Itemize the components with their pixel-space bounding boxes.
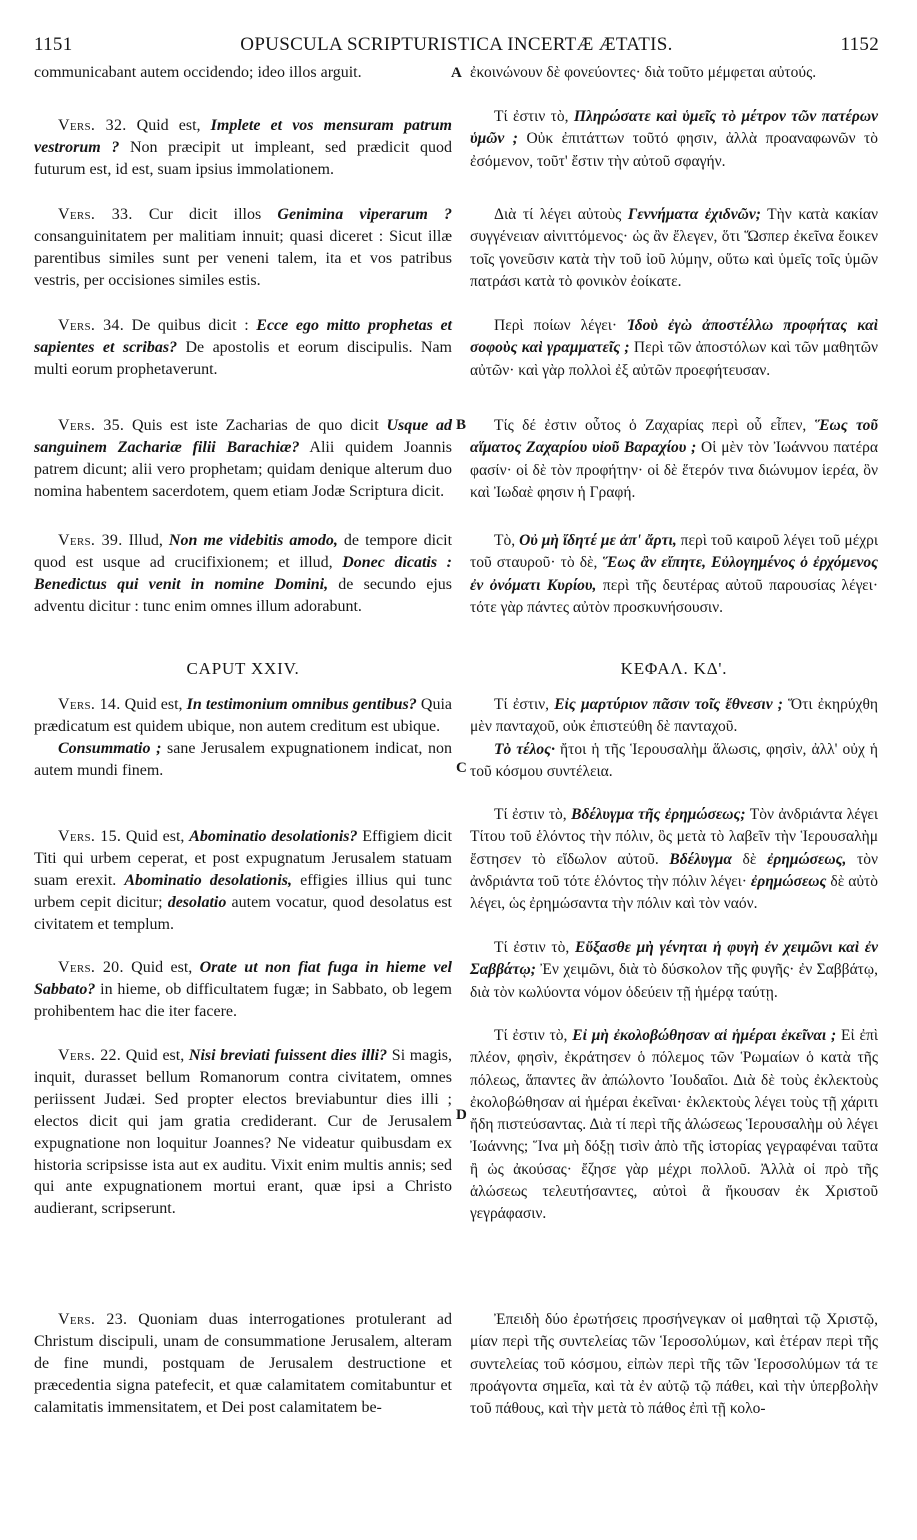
greek-verse-20 (470, 937, 878, 1004)
text: ἤτοι ἡ τῆς Ἱερουσαλὴμ ἅλωσις, φησὶν, ἀλλ' οὐχ ἡ τοῦ κόσμου συντέλεια. (470, 740, 879, 780)
greek-verse-14 (470, 694, 878, 783)
latin-verse-23 (34, 1309, 452, 1419)
scripture-quote: desolatio (167, 893, 227, 911)
greek-verse-32 (470, 106, 878, 173)
text: Quid est, (131, 959, 200, 976)
text: τὸν ἀνδριάντα τοῦ τότε ἑλόντος τὴν πόλιν λέγει· (470, 850, 878, 890)
scripture-quote: Οὐ μὴ ἴδητέ με ἀπ' ἄρτι, (519, 532, 677, 549)
page-number-left: 1151 (34, 34, 73, 55)
scripture-quote: ἐρημώσεως (750, 872, 827, 890)
scripture-quote: Βδέλυγμα τῆς ἐρημώσεως; (571, 806, 746, 823)
text: Quid est, (125, 828, 190, 845)
text: Τί ἐστιν τὸ, (494, 108, 574, 125)
scripture-quote: Abominatio desolationis, (124, 871, 293, 889)
scripture-quote: Ἕως τοῦ αἵματος Ζαχαρίου υἱοῦ Βαραχίου ; (470, 417, 879, 457)
scripture-quote: Orate ut non fiat fuga in hieme vel Sabbato? (34, 959, 452, 998)
scripture-quote: Εὔξασθε μὴ γένηται ἡ φυγὴ ἐν χειμῶνι καὶ ἐν Σαββάτῳ; (470, 939, 878, 979)
text: de tempore dicit quod est usque ad crucifixionem; et illud, (34, 532, 453, 571)
text: Διὰ τί λέγει αὐτοὺς (494, 206, 628, 223)
text: Ἐν χειμῶνι, διὰ τὸ δύσκολον τῆς φυγῆς· ἐν Σαββάτῳ, διὰ τὸν κωλύοντα νόμον ὁδεύειν τῇ ἡμέρᾳ ταύτῃ. (470, 961, 878, 1001)
scripture-quote: Εἰς μαρτύριον πᾶσιν τοῖς ἔθνεσιν ; (554, 696, 783, 713)
text: Quid est, (124, 696, 187, 713)
latin-verse-22 (34, 1045, 452, 1220)
verse-label: Vers. 14. (58, 696, 121, 713)
text: Τί ἐστιν, (494, 696, 555, 713)
greek-verse-39 (470, 530, 878, 619)
text: Οἱ μὲν τὸν Ἰωάννου πατέρα φασίν· οἱ δὲ τὸν προφήτην· οἱ δὲ ἕτερόν τινα διώνυμον ἱερέα, ὃν καὶ Ἰωδαὲ φησιν ἡ Γραφή. (470, 439, 878, 501)
text: Non præcipit ut impleant, sed prædicit quod futurum est, id est, suam ipsius immolationem. (34, 138, 453, 178)
scripture-quote: Implete et vos mensuram patrum vestrorum ? (34, 117, 452, 156)
text: περὶ τοῦ καιροῦ λέγει τοῦ μέχρι τοῦ σταυροῦ· τὸ δὲ, (470, 532, 879, 572)
latin-column (34, 62, 452, 1470)
latin-verse-14 (34, 694, 452, 782)
scripture-quote: Usque ad sanguinem Zachariæ filii Barachiæ? (34, 417, 453, 456)
latin-verse-34 (34, 315, 452, 381)
latin-verse-15 (34, 826, 452, 936)
text: Οὐκ ἐπιτάττων τοῦτό φησιν, ἀλλὰ προαναφωνῶν τὸ ἐσόμενον, τοῦτ' ἔστιν τὴν αὐτοῦ σφαγήν. (470, 130, 878, 170)
text: Quia prædicatum est quidem ubique, non autem creditum est ubique. (34, 696, 452, 735)
scripture-quote: Ἕως ἂν εἴπητε, Εὐλογημένος ὁ ἐρχόμενος ἐν ὀνόματι Κυρίου, (470, 554, 878, 594)
verse-label: Vers. 15. (58, 828, 122, 845)
verse-label: Vers. 32. (58, 117, 127, 134)
scripture-quote: Τὸ τέλος· (494, 740, 555, 758)
text: Εἰ ἐπὶ πλέον, φησὶν, ἐκράτησεν ὁ πόλεμος τῶν Ῥωμαίων ὁ κατὰ τῆς πόλεως, ἅπαντες ἂν ἀπώλοντο Ἰουδαῖοι. Διὰ δὲ τοὺς ἐκλεκτοὺς ἐκολοβώθησαν αἱ ἡμέραι ἐκεῖναι· ἐκλεκτοὺς λέγει τοὺς τῇ χάριτι ἤδη πιστεύσαντας. Διὰ τί περὶ τῆς ἁλώσεως Ἱερουσαλὴμ οὐ λέγει Ἰωάννης; Ἵνα μὴ δόξῃ τισὶν ἀπὸ τῆς ἱστορίας γεγραφέναι ταῦτα ἢ ὡς ἀκούσας· ἔζησε γὰρ μέχρι πολλοῦ. Ἀλλὰ οἱ πρὸ τῆς ἁλώσεως τελευτήσαντες, αὐτοὶ ἃ ἤκουσαν ἐκ Χριστοῦ γεγράφασιν. (470, 1027, 879, 1223)
scripture-quote: In testimonium omnibus gentibus? (186, 696, 417, 713)
text: Quis est iste Zacharias de quo dicit (132, 417, 387, 434)
text: Περὶ ποίων λέγει· (494, 317, 628, 334)
text: Περὶ τῶν ἀποστόλων καὶ τῶν μαθητῶν αὐτῶν· καὶ γὰρ πολλοὶ ἐξ αὐτῶν προεφήτευσαν. (470, 339, 878, 379)
verse-label: Vers. 22. (58, 1047, 122, 1064)
scripture-quote: Consummatio ; (58, 739, 162, 757)
running-title: OPUSCULA SCRIPTURISTICA INCERTÆ ÆTATIS. (240, 34, 673, 55)
scripture-quote: Nisi breviati fuissent dies illi? (188, 1047, 388, 1064)
verse-label: Vers. 34. (58, 317, 125, 334)
greek-verse-22 (470, 1025, 878, 1226)
verse-label: Vers. 33. (58, 206, 133, 223)
text: Quoniam duas interrogationes protulerant ad Christum discipuli, unam de consummatione Jerusalem, alteram de fine mundi, postquam de Jerusalem destructione et præcedentia signa patefecit, et quæ calamitatem comitabuntur et calamitatis immensitatem, et Dei post calamitatem be- (34, 1311, 453, 1416)
scripture-quote: Donec dicatis : Benedictus qui venit in nomine Domini, (34, 553, 452, 593)
scripture-quote: Genimina viperarum ? (277, 206, 453, 223)
text: Ἐπειδὴ δύο ἐρωτήσεις προσήνεγκαν οἱ μαθηταὶ τῷ Χριστῷ, μίαν περὶ τῆς συντελείας τῶν Ἱεροσολύμων, καὶ ἑτέραν περὶ τῆς συντελείας τοῦ κόσμου, εἰπὼν περὶ τῆς τῶν Ἱεροσολύμων τά τε προάγοντα σημεῖα, καὶ τὰ ἐν αὐτῷ τῷ πάθει, καὶ τὴν ὑπερβολὴν τοῦ πάθους, καὶ τὴν μετὰ τὸ πάθος ἐπὶ τῇ κολο- (470, 1311, 878, 1418)
latin-opening (34, 62, 452, 84)
text: Τίς δέ ἐστιν οὗτος ὁ Ζαχαρίας περὶ οὗ εἶπεν, (494, 417, 815, 434)
margin-marker-a: A (451, 65, 462, 81)
margin-marker-d: D (456, 1107, 467, 1123)
margin-marker-c: C (456, 760, 467, 776)
scripture-quote: Εἰ μὴ ἐκολοβώθησαν αἱ ἡμέραι ἐκεῖναι ; (572, 1027, 837, 1044)
scripture-quote: Βδέλυγμα (669, 850, 732, 868)
greek-verse-23 (470, 1309, 878, 1420)
text: sane Jerusalem expugnationem indicat, non autem mundi finem. (34, 739, 452, 779)
text: in hieme, ob difficultatem fugæ; in Sabbato, ob legem prohibentem hac die iter facere. (34, 980, 452, 1020)
chapter-heading-latin: CAPUT XXIV. (186, 659, 300, 678)
text: De apostolis et eorum discipulis. Nam multi eorum prophetaverunt. (34, 338, 452, 378)
scripture-quote: Ἰδοὺ ἐγὼ ἀποστέλλω προφήτας καὶ σοφοὺς καὶ γραμματεῖς ; (470, 317, 878, 357)
greek-verse-15 (470, 804, 878, 915)
margin-marker-b: B (456, 417, 467, 433)
latin-verse-33 (34, 204, 452, 292)
latin-verse-35 (34, 415, 452, 503)
text: Si magis, inquit, durasset bellum Romanorum contra civitatem, omnes periissent Judæi. Sed propter electos breviabuntur dies illi ; electos dicit qui jam gratia crediderant. Cur de Jerusalem expugnatione non loquitur Joannes? Ne videatur quibusdam ex historia scripsisse ista aut ex auditu. Vixit enim multis annis; sed qui ante expugnationem mortui erant, quæ ipsi a Christo audierant, scripserunt. (34, 1047, 453, 1218)
greek-verse-34 (470, 315, 878, 382)
greek-verse-33 (470, 204, 878, 293)
verse-label: Vers. 23. (58, 1311, 128, 1328)
verse-label: Vers. 39. (58, 532, 123, 549)
scripture-quote: Πληρώσατε καὶ ὑμεῖς τὸ μέτρον τῶν πατέρων ὑμῶν ; (470, 108, 878, 148)
text: Τί ἐστιν τὸ, (494, 806, 572, 823)
text: de secundo ejus adventu dicitur : tunc enim omnes illum adorabunt. (34, 575, 452, 615)
greek-column (470, 62, 878, 1470)
text: Τί ἐστιν τὸ, (494, 1027, 573, 1044)
text: consanguinitatem per malitiam innuit; quasi diceret : Sicut illæ parentibus similes sunt per veneni talem, ita et vos patribus vestris, per occisiones similes estis. (34, 227, 452, 289)
text: δὲ (731, 850, 767, 868)
text: Ὅτι ἐκηρύχθη μὲν πανταχοῦ, οὐκ ἐπιστεύθη δὲ πανταχοῦ. (470, 696, 878, 736)
text: Cur dicit illos (148, 206, 278, 223)
text: Τὸν ἀνδριάντα λέγει Τίτου τοῦ ἑλόντος τὴν πόλιν, ὃς μετὰ τὸ λαβεῖν τὴν Ἱερουσαλὴμ ἔστησεν τὸ εἴδωλον αὐτοῦ. (470, 806, 878, 868)
greek-verse-35 (470, 415, 878, 504)
text: Τὸ, (494, 532, 520, 549)
text: Τί ἐστιν τὸ, (494, 939, 576, 956)
latin-verse-32 (34, 115, 452, 181)
paragraph: communicabant autem occidendo; ideo illos arguit. (34, 64, 362, 81)
scripture-quote: Abominatio desolationis? (189, 828, 358, 845)
text: De quibus dicit : (131, 317, 257, 334)
verse-label: Vers. 20. (58, 959, 124, 976)
latin-verse-20 (34, 957, 452, 1023)
verse-label: Vers. 35. (58, 417, 125, 434)
text: Quid est, (125, 1047, 189, 1064)
scripture-quote: Non me videbitis amodo, (168, 532, 338, 549)
chapter-heading-greek: ΚΕΦΑΛ. ΚΔ'. (620, 659, 728, 678)
scripture-quote: Ecce ego mitto prophetas et sapientes et scribas? (34, 317, 452, 356)
text: effigies illius qui tunc urbem cepit dicitur; (34, 871, 452, 911)
greek-opening (470, 62, 878, 84)
text: Illud, (128, 532, 169, 549)
text: Τὴν κατὰ κακίαν συγγένειαν αἰνιττόμενος· ὡς ἂν ἔλεγεν, ὅτι Ὥσπερ ἐκεῖνα ἔοικεν τοῖς γονεῦσιν κατὰ τὴν τοῦ ἰοῦ λύμην, οὕτω καὶ ὑμεῖς τοῖς ὑμῶν πατράσι κατὰ τὸ φονικὸν ἐοίκατε. (470, 206, 878, 290)
text: Effigiem dicit Titi qui urbem ceperat, et post expugnatum Jerusalem statuam suam erexit. (34, 828, 453, 889)
scripture-quote: Γεννήματα ἐχιδνῶν; (627, 206, 761, 223)
text: autem vocatur, quod desolatus est civitatem et templum. (34, 893, 452, 933)
text: περὶ τῆς δευτέρας αὐτοῦ παρουσίας λέγει· τότε γὰρ πάντες αὐτὸν προσκυνήσουσιν. (470, 576, 879, 616)
scripture-quote: ἐρημώσεως, (766, 850, 847, 868)
text: Alii quidem Joannis patrem dicunt; alii vero prophetam; quidam denique alterum duo nomina habentem sacerdotem, quem etiam Jodæ Scriptura dicit. (34, 438, 453, 500)
text: δὲ αὐτὸ λέγει, ὡς ἐρημώσαντα τὴν πόλιν καὶ τὸν ναόν. (470, 872, 878, 913)
page-number-right: 1152 (840, 34, 879, 55)
paragraph: ἐκοινώνουν δὲ φονεύοντες· διὰ τοῦτο μέμφεται αὐτούς. (470, 64, 817, 81)
latin-verse-39 (34, 530, 452, 618)
page-header (34, 34, 879, 64)
text: Quid est, (136, 117, 211, 134)
